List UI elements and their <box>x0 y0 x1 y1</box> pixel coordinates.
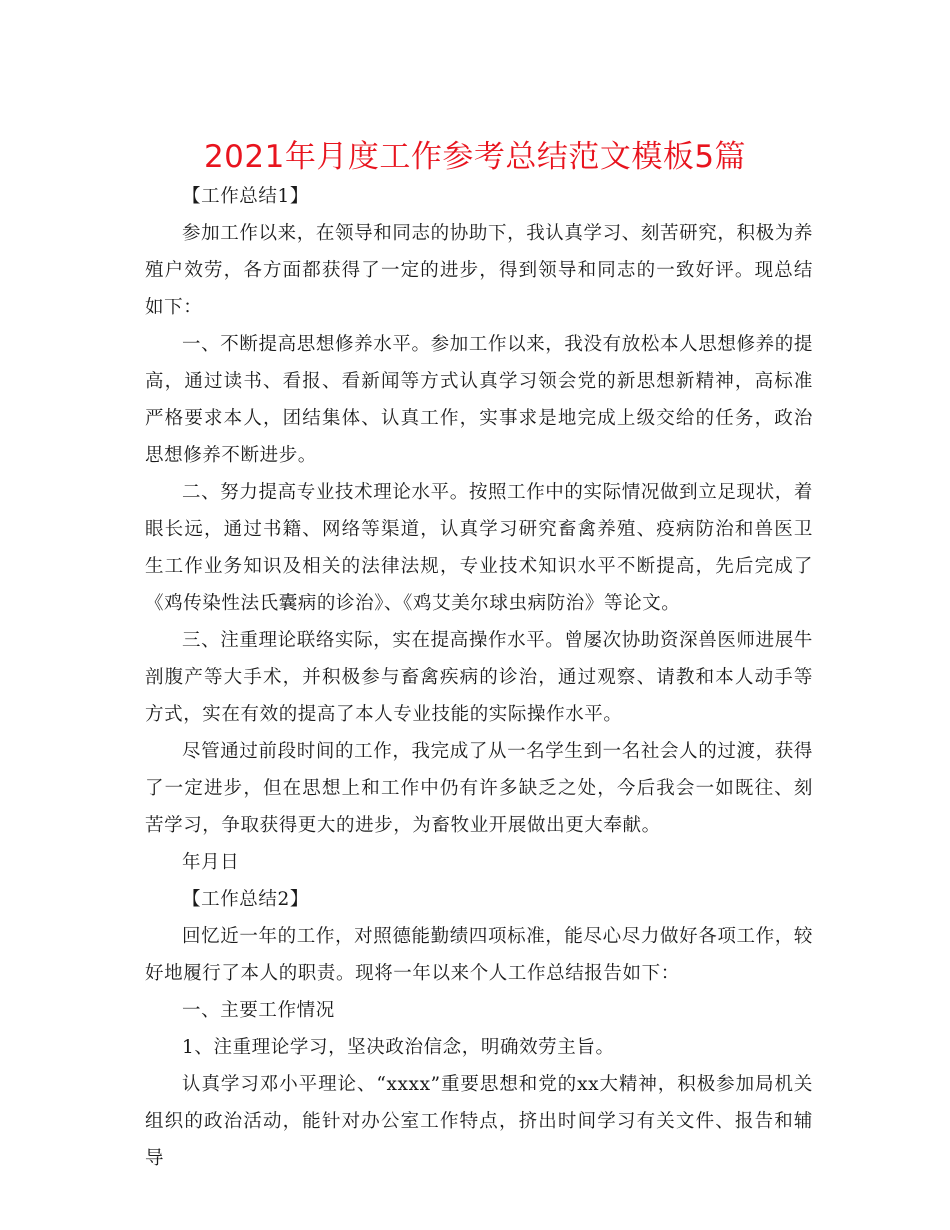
section-heading-2: 【工作总结2】 <box>182 889 309 910</box>
paragraph: 一、不断提高思想修养水平。参加工作以来，我没有放松本人思想修养的提高，通过读书、看报、看新闻等方式认真学习领会党的新思想新精神，高标准严格要求本人，团结集体、认真工作，实事求是地完成上级交给的任务，政治思想修养不断进步。 <box>145 334 813 466</box>
paragraph: 二、努力提高专业技术理论水平。按照工作中的实际情况做到立足现状，着眼长远，通过书籍、网络等渠道，认真学习研究畜禽养殖、疫病防治和兽医卫生工作业务知识及相关的法律法规，专业技术知识水平不断提高，先后完成了《鸡传染性法氏囊病的诊治》、《鸡艾美尔球虫病防治》等论文。 <box>145 482 813 614</box>
paragraph: 参加工作以来，在领导和同志的协助下，我认真学习、刻苦研究，积极为养殖户效劳，各方面都获得了一定的进步，得到领导和同志的一致好评。现总结如下： <box>145 223 813 318</box>
paragraph: 回忆近一年的工作，对照德能勤绩四项标准，能尽心尽力做好各项工作，较好地履行了本人的职责。现将一年以来个人工作总结报告如下： <box>145 926 813 984</box>
paragraph: 尽管通过前段时间的工作，我完成了从一名学生到一名社会人的过渡，获得了一定进步，但在思想上和工作中仍有许多缺乏之处，今后我会一如既往、刻苦学习，争取获得更大的进步，为畜牧业开展做出更大奉献。 <box>145 741 813 836</box>
section-heading-1: 【工作总结1】 <box>182 186 309 207</box>
date-line: 年月日 <box>182 852 240 873</box>
subheading: 1、注重理论学习，坚决政治信念，明确效劳主旨。 <box>182 1037 615 1058</box>
document-title: 2021年月度工作参考总结范文模板5篇 <box>203 139 747 175</box>
document-body <box>145 178 813 1177</box>
paragraph: 认真学习邓小平理论、“xxxx”重要思想和党的xx大精神，积极参加局机关组织的政治活动，能针对办公室工作特点，挤出时间学习有关文件、报告和辅导 <box>145 1074 813 1169</box>
paragraph: 三、注重理论联络实际，实在提高操作水平。曾屡次协助资深兽医师进展牛剖腹产等大手术，并积极参与畜禽疾病的诊治，通过观察、请教和本人动手等方式，实在有效的提高了本人专业技能的实际操作水平。 <box>145 630 813 725</box>
subheading: 一、主要工作情况 <box>182 1000 335 1021</box>
